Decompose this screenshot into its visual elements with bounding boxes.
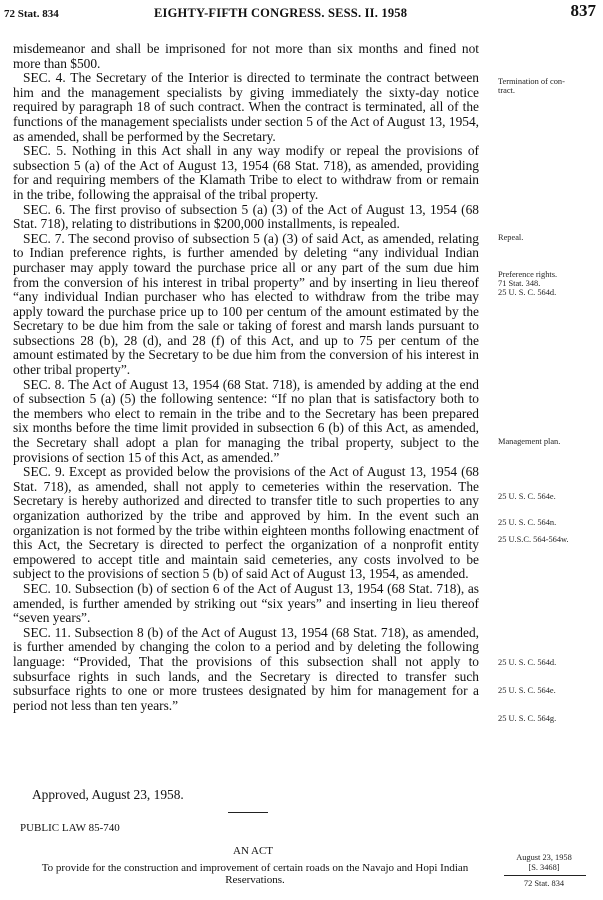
- paragraph-sec-8: SEC. 8. The Act of August 13, 1954 (68 Stat. 718), is amended by adding at the end of subsection 5 (a) (5) the following sentence: “If no plan that is satisfactory both to the members who elect to remain in the tribe and to the Secretary has been prepared six months before the time limit provided in subsection 6 (b) of this Act, as amended, the Secretary shall adopt a plan for managing the tribal property, subject to the provisions of section 15 of this Act, as amended.”: [13, 376, 479, 465]
- paragraph-sec-5: SEC. 5. Nothing in this Act shall in any way modify or repeal the provisions of subsection 5 (a) of the Act of August 13, 1954 (68 Stat. 718), as amended, providing for and requiring members of the Klamath Tribe to elect to withdraw from or remain in the tribe, following the appraisal of the tribal property.: [13, 143, 479, 202]
- margin-note-citation: 25 U. S. C. 564g.: [498, 714, 557, 723]
- enactment-rule: [504, 875, 586, 876]
- margin-note-repeal: Repeal.: [498, 233, 524, 242]
- paragraph-sec-10: SEC. 10. Subsection (b) of section 6 of the Act of August 13, 1954 (68 Stat. 718), as amended, is further amended by striking out “six years” and inserting in lieu thereof “seven years”.: [13, 580, 479, 626]
- approval-line: Approved, August 23, 1958.: [32, 787, 184, 802]
- header-stat-reference: 72 Stat. 834: [4, 8, 59, 20]
- margin-note-termination: Termination of con- tract.: [498, 77, 565, 95]
- enactment-date-note: [498, 853, 590, 873]
- margin-note-citation: 25 U.S.C. 564-564w.: [498, 535, 569, 544]
- body-text: [13, 42, 479, 713]
- act-purpose: To provide for the construction and improvement of certain roads on the Navajo and Hopi Indian Reservations.: [41, 862, 469, 886]
- paragraph-sec-4: SEC. 4. The Secretary of the Interior is directed to terminate the contract between him and the management specialists by giving immediately the sixty-day notice required by paragraph 18 of such contract. When the contract is terminated, all of the functions of the management specialists under section 5 of the Act of August 13, 1954, as amended, shall be performed by the Secretary.: [13, 70, 479, 144]
- paragraph-sec-6: SEC. 6. The first proviso of subsection 5 (a) (3) of the Act of August 13, 1954 (68 Stat. 718), relating to distributions in $200,000 installments, is repealed.: [13, 201, 479, 232]
- enactment-stat-note: [498, 879, 590, 889]
- margin-note-preference-rights: Preference rights. 71 Stat. 348. 25 U. S. C. 564d.: [498, 270, 558, 297]
- margin-note-citation: 25 U. S. C. 564n.: [498, 518, 557, 527]
- page-number: 837: [570, 1, 596, 20]
- paragraph-sec-9: SEC. 9. Except as provided below the provisions of the Act of August 13, 1954 (68 Stat. 718), as amended, shall not apply to cemeteries within the reservation. The Secretary is hereby authorized and directed to transfer title to such properties to any organization authorized by the tribe and approved by him. In the event such an organization is not formed by the tribe within eighteen months following enactment of this Act, the Secretary is directed to perfect the organization of a nonprofit entity empowered to accept title and maintain said cemeteries, any costs involved to be subject to the provisions of section 5 (b) of said Act of August 13, 1954, as amended.: [13, 464, 479, 582]
- margin-note-management-plan: Management plan.: [498, 437, 561, 446]
- running-header: [4, 0, 596, 28]
- header-title: EIGHTY-FIFTH CONGRESS. SESS. II. 1958: [154, 6, 408, 20]
- paragraph: misdemeanor and shall be imprisoned for not more than six months and fined not more than $500.: [13, 41, 479, 71]
- enactment-date: August 23, 1958: [516, 853, 572, 862]
- margin-note-citation: 25 U. S. C. 564e.: [498, 686, 556, 695]
- margin-note-citation: 25 U. S. C. 564d.: [498, 658, 557, 667]
- margin-note-citation: 25 U. S. C. 564e.: [498, 492, 556, 501]
- bill-number: [S. 3468]: [528, 863, 560, 872]
- paragraph-sec-11: SEC. 11. Subsection 8 (b) of the Act of August 13, 1954 (68 Stat. 718), as amended, is further amended by changing the colon to a period and by deleting the following language: “Provided, That the provisions of this subsection shall not apply to subsurface rights in such lands, and the Secretary is directed to transfer such subsurface rights to one or more trustees designated by him for management for a period not less than ten years.”: [13, 624, 479, 713]
- public-law-number: PUBLIC LAW 85-740: [20, 822, 120, 834]
- divider-rule: [228, 812, 268, 813]
- act-heading: AN ACT: [233, 845, 274, 857]
- paragraph-sec-7: SEC. 7. The second proviso of subsection 5 (a) (3) of said Act, as amended, relating to Indian preference rights, is further amended by deleting “any individual Indian purchaser may apply toward the purchase price all or any part of the sum due him from the conversion of his interest in tribal property” and by inserting in lieu thereof “any individual Indian purchaser who has elected to withdraw from the tribe may apply toward the purchase price up to 100 per centum of the amount estimated by the Secretary to be due him from the sale or taking of forest and marsh lands pursuant to subsections 28 (b), 28 (d), and 28 (f) of this Act, and up to 75 per centum of the amount estimated by the Secretary to be due him from the conversion of his interest in other tribal property”.: [13, 230, 479, 378]
- enactment-stat: 72 Stat. 834: [523, 879, 565, 888]
